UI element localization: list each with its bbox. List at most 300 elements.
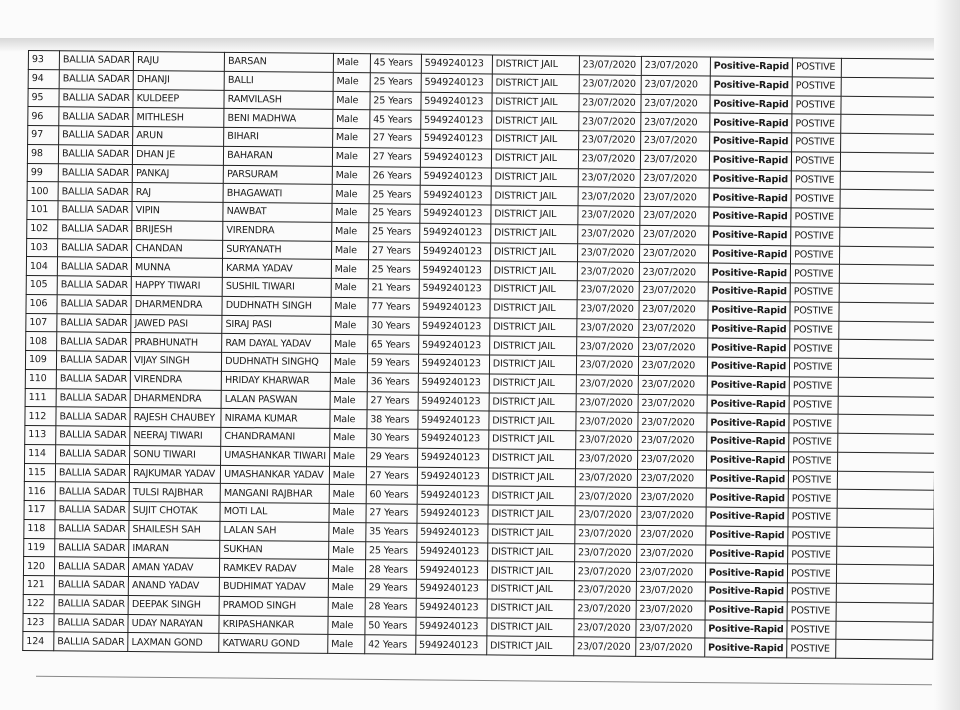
mobile-cell: 5949240123 — [417, 523, 488, 542]
gender-cell: Male — [328, 597, 365, 616]
empty-cell — [840, 208, 937, 228]
test-type-cell: Positive-Rapid — [710, 95, 793, 115]
father-name-cell: MANGANI RAJBHAR — [220, 484, 329, 504]
test-type-cell: Positive-Rapid — [705, 620, 788, 640]
serial-number-cell: 121 — [23, 575, 54, 594]
address-cell: DISTRICT JAIL — [487, 561, 574, 581]
age-cell: 25 Years — [370, 91, 421, 110]
age-cell: 29 Years — [366, 448, 417, 467]
age-cell: 38 Years — [367, 410, 418, 429]
address-cell: DISTRICT JAIL — [491, 167, 578, 187]
result-cell: POSTIVE — [789, 377, 838, 396]
test-type-cell: Positive-Rapid — [708, 226, 791, 246]
result-date-cell: 23/07/2020 — [638, 338, 707, 357]
age-cell: 65 Years — [367, 335, 418, 354]
result-date-cell: 23/07/2020 — [636, 581, 705, 600]
result-date-cell: 23/07/2020 — [638, 413, 707, 432]
test-type-cell: Positive-Rapid — [709, 132, 792, 152]
father-name-cell: LALAN SAH — [220, 521, 329, 541]
address-cell: DISTRICT JAIL — [492, 55, 579, 75]
age-cell: 45 Years — [370, 54, 421, 73]
sample-date-cell: 23/07/2020 — [576, 356, 638, 375]
gender-cell: Male — [328, 541, 365, 560]
age-cell: 45 Years — [370, 110, 421, 129]
age-cell: 35 Years — [366, 523, 417, 542]
name-cell: DHAN JE — [133, 145, 224, 165]
block-cell: BALLIA SADAR — [55, 520, 129, 539]
age-cell: 27 Years — [366, 504, 417, 523]
father-name-cell: SIRAJ PASI — [222, 315, 331, 335]
block-cell: BALLIA SADAR — [57, 313, 131, 332]
block-cell: BALLIA SADAR — [55, 482, 129, 501]
serial-number-cell: 110 — [25, 369, 56, 388]
result-date-cell: 23/07/2020 — [638, 356, 707, 375]
sample-date-cell: 23/07/2020 — [574, 543, 636, 562]
mobile-cell: 5949240123 — [420, 129, 491, 148]
name-cell: CHANDAN — [132, 239, 223, 259]
serial-number-cell: 97 — [28, 126, 59, 145]
sample-date-cell: 23/07/2020 — [576, 393, 638, 412]
sample-date-cell: 23/07/2020 — [575, 487, 637, 506]
result-cell: POSTIVE — [792, 77, 841, 96]
father-name-cell: NAWBAT — [223, 202, 332, 222]
mobile-cell: 5949240123 — [421, 92, 492, 111]
father-name-cell: BENI MADHWA — [224, 109, 333, 129]
test-type-cell: Positive-Rapid — [708, 263, 791, 283]
name-cell: HAPPY TIWARI — [131, 277, 222, 297]
empty-cell — [841, 133, 938, 153]
gender-cell: Male — [329, 447, 366, 466]
sample-date-cell: 23/07/2020 — [579, 93, 641, 112]
mobile-cell: 5949240123 — [418, 336, 489, 355]
test-type-cell: Positive-Rapid — [710, 76, 793, 96]
empty-cell — [838, 377, 935, 397]
sample-date-cell: 23/07/2020 — [574, 562, 636, 581]
gender-cell: Male — [329, 466, 366, 485]
gender-cell: Male — [331, 297, 368, 316]
mobile-cell: 5949240123 — [419, 242, 490, 261]
address-cell: DISTRICT JAIL — [488, 505, 575, 525]
name-cell: SONU TIWARI — [130, 445, 221, 465]
block-cell: BALLIA SADAR — [55, 538, 129, 557]
name-cell: RAJESH CHAUBEY — [130, 408, 221, 428]
serial-number-cell: 119 — [24, 538, 55, 557]
result-date-cell: 23/07/2020 — [639, 225, 708, 244]
father-name-cell: NIRAMA KUMAR — [221, 409, 330, 429]
serial-number-cell: 118 — [24, 519, 55, 538]
result-date-cell: 23/07/2020 — [637, 450, 706, 469]
test-type-cell: Positive-Rapid — [708, 320, 791, 340]
test-type-cell: Positive-Rapid — [709, 151, 792, 171]
empty-cell — [840, 227, 937, 247]
father-name-cell: SUKHAN — [220, 540, 329, 560]
father-name-cell: UMASHANKAR TIWARI — [221, 446, 330, 466]
mobile-cell: 5949240123 — [420, 186, 491, 205]
block-cell: BALLIA SADAR — [54, 576, 128, 595]
sample-date-cell: 23/07/2020 — [577, 281, 639, 300]
block-cell: BALLIA SADAR — [59, 70, 133, 89]
father-name-cell: BARSAN — [224, 52, 333, 72]
block-cell: BALLIA SADAR — [54, 557, 128, 576]
empty-cell — [838, 415, 935, 435]
father-name-cell: VIRENDRA — [223, 221, 332, 241]
serial-number-cell: 108 — [26, 332, 57, 351]
test-type-cell: Positive-Rapid — [709, 170, 792, 190]
age-cell: 30 Years — [366, 429, 417, 448]
result-date-cell: 23/07/2020 — [641, 75, 710, 94]
father-name-cell: CHANDRAMANI — [221, 427, 330, 447]
empty-cell — [839, 283, 936, 303]
name-cell: SUJIT CHOTAK — [129, 501, 220, 521]
empty-cell — [841, 77, 938, 97]
gender-cell: Male — [332, 128, 369, 147]
block-cell: BALLIA SADAR — [58, 145, 132, 164]
mobile-cell: 5949240123 — [420, 167, 491, 186]
empty-cell — [838, 452, 935, 472]
age-cell: 25 Years — [368, 223, 419, 242]
block-cell: BALLIA SADAR — [58, 238, 132, 257]
father-name-cell: BIHARI — [224, 127, 333, 147]
block-cell: BALLIA SADAR — [56, 445, 130, 464]
serial-number-cell: 117 — [24, 500, 55, 519]
address-cell: DISTRICT JAIL — [491, 186, 578, 206]
father-name-cell: PRAMOD SINGH — [219, 596, 328, 616]
address-cell: DISTRICT JAIL — [490, 317, 577, 337]
block-cell: BALLIA SADAR — [56, 407, 130, 426]
result-cell: POSTIVE — [788, 470, 837, 489]
result-date-cell: 23/07/2020 — [639, 319, 708, 338]
gender-cell: Male — [330, 335, 367, 354]
empty-cell — [840, 246, 937, 266]
empty-cell — [837, 565, 934, 585]
mobile-cell: 5949240123 — [419, 279, 490, 298]
serial-number-cell: 124 — [23, 632, 54, 651]
gender-cell: Male — [329, 428, 366, 447]
age-cell: 25 Years — [369, 204, 420, 223]
test-type-cell: Positive-Rapid — [710, 57, 793, 77]
serial-number-cell: 109 — [25, 350, 56, 369]
result-date-cell: 23/07/2020 — [637, 525, 706, 544]
test-type-cell: Positive-Rapid — [706, 507, 789, 527]
age-cell: 26 Years — [369, 166, 420, 185]
serial-number-cell: 116 — [24, 482, 55, 501]
mobile-cell: 5949240123 — [416, 561, 487, 580]
age-cell: 29 Years — [365, 579, 416, 598]
mobile-cell: 5949240123 — [421, 54, 492, 73]
test-type-cell: Positive-Rapid — [704, 638, 787, 658]
name-cell: SHAILESH SAH — [129, 520, 220, 540]
serial-number-cell: 93 — [28, 51, 59, 70]
serial-number-cell: 105 — [26, 275, 57, 294]
empty-cell — [837, 490, 934, 510]
serial-number-cell: 120 — [23, 557, 54, 576]
age-cell: 27 Years — [367, 391, 418, 410]
sample-date-cell: 23/07/2020 — [578, 168, 640, 187]
name-cell: MUNNA — [131, 258, 222, 278]
patient-table-body — [23, 51, 939, 660]
sample-date-cell: 23/07/2020 — [576, 412, 638, 431]
father-name-cell: KATWARU GOND — [219, 634, 328, 654]
address-cell: DISTRICT JAIL — [490, 224, 577, 244]
name-cell: DHARMENDRA — [130, 389, 221, 409]
mobile-cell: 5949240123 — [416, 542, 487, 561]
patient-table — [22, 50, 939, 660]
table-wrapper — [22, 50, 939, 660]
result-cell: POSTIVE — [790, 283, 839, 302]
block-cell: BALLIA SADAR — [59, 126, 133, 145]
father-name-cell: DUDHNATH SINGH — [222, 296, 331, 316]
address-cell: DISTRICT JAIL — [486, 636, 573, 656]
empty-cell — [837, 508, 934, 528]
name-cell: PRABHUNATH — [131, 333, 222, 353]
age-cell: 50 Years — [365, 616, 416, 635]
test-type-cell: Positive-Rapid — [707, 376, 790, 396]
serial-number-cell: 122 — [23, 594, 54, 613]
result-date-cell: 23/07/2020 — [640, 188, 709, 207]
result-cell: POSTIVE — [792, 133, 841, 152]
name-cell: DHARMENDRA — [131, 295, 222, 315]
result-cell: POSTIVE — [789, 395, 838, 414]
age-cell: 27 Years — [369, 129, 420, 148]
block-cell: BALLIA SADAR — [56, 426, 130, 445]
father-name-cell: BUDHIMAT YADAV — [219, 577, 328, 597]
address-cell: DISTRICT JAIL — [489, 392, 576, 412]
empty-cell — [839, 265, 936, 285]
father-name-cell: BAHARAN — [224, 146, 333, 166]
gender-cell: Male — [330, 372, 367, 391]
mobile-cell: 5949240123 — [419, 298, 490, 317]
address-cell: DISTRICT JAIL — [492, 74, 579, 94]
block-cell: BALLIA SADAR — [57, 295, 131, 314]
result-cell: POSTIVE — [792, 95, 841, 114]
father-name-cell: UMASHANKAR YADAV — [221, 465, 330, 485]
result-date-cell: 23/07/2020 — [637, 431, 706, 450]
empty-cell — [839, 340, 936, 360]
sample-date-cell: 23/07/2020 — [579, 112, 641, 131]
empty-cell — [838, 396, 935, 416]
gender-cell: Male — [332, 185, 369, 204]
sample-date-cell: 23/07/2020 — [579, 56, 641, 75]
serial-number-cell: 103 — [27, 238, 58, 257]
empty-cell — [837, 527, 934, 547]
name-cell: VIJAY SINGH — [131, 352, 222, 372]
result-cell: POSTIVE — [787, 620, 836, 639]
test-type-cell: Positive-Rapid — [707, 338, 790, 358]
name-cell: ANAND YADAV — [128, 576, 219, 596]
block-cell: BALLIA SADAR — [58, 220, 132, 239]
block-cell: BALLIA SADAR — [59, 51, 133, 70]
result-date-cell: 23/07/2020 — [639, 263, 708, 282]
test-type-cell: Positive-Rapid — [705, 601, 788, 621]
block-cell: BALLIA SADAR — [59, 107, 133, 126]
test-type-cell: Positive-Rapid — [707, 395, 790, 415]
gender-cell: Male — [330, 391, 367, 410]
age-cell: 27 Years — [369, 148, 420, 167]
mobile-cell: 5949240123 — [421, 111, 492, 130]
result-date-cell: 23/07/2020 — [636, 619, 705, 638]
name-cell: AMAN YADAV — [129, 558, 220, 578]
sample-date-cell: 23/07/2020 — [575, 450, 637, 469]
result-cell: POSTIVE — [788, 527, 837, 546]
mobile-cell: 5949240123 — [420, 148, 491, 167]
block-cell: BALLIA SADAR — [58, 163, 132, 182]
mobile-cell: 5949240123 — [417, 467, 488, 486]
empty-cell — [836, 621, 933, 641]
address-cell: DISTRICT JAIL — [492, 111, 579, 131]
address-cell: DISTRICT JAIL — [490, 242, 577, 262]
sample-date-cell: 23/07/2020 — [575, 431, 637, 450]
name-cell: RAJKUMAR YADAV — [130, 464, 221, 484]
gender-cell: Male — [331, 278, 368, 297]
sample-date-cell: 23/07/2020 — [575, 525, 637, 544]
result-date-cell: 23/07/2020 — [636, 600, 705, 619]
address-cell: DISTRICT JAIL — [487, 599, 574, 619]
sample-date-cell: 23/07/2020 — [578, 206, 640, 225]
gender-cell: Male — [331, 222, 368, 241]
age-cell: 25 Years — [370, 73, 421, 92]
result-date-cell: 23/07/2020 — [636, 563, 705, 582]
address-cell: DISTRICT JAIL — [491, 149, 578, 169]
name-cell: IMARAN — [129, 539, 220, 559]
test-type-cell: Positive-Rapid — [705, 582, 788, 602]
serial-number-cell: 96 — [28, 107, 59, 126]
mobile-cell: 5949240123 — [418, 373, 489, 392]
result-cell: POSTIVE — [790, 320, 839, 339]
block-cell: BALLIA SADAR — [58, 182, 132, 201]
father-name-cell: BALLI — [224, 71, 333, 91]
serial-number-cell: 100 — [27, 182, 58, 201]
test-type-cell: Positive-Rapid — [706, 470, 789, 490]
gender-cell: Male — [331, 241, 368, 260]
father-name-cell: PARSURAM — [223, 165, 332, 185]
serial-number-cell: 112 — [25, 407, 56, 426]
mobile-cell: 5949240123 — [417, 486, 488, 505]
address-cell: DISTRICT JAIL — [487, 580, 574, 600]
sample-date-cell: 23/07/2020 — [578, 150, 640, 169]
empty-cell — [836, 602, 933, 622]
test-type-cell: Positive-Rapid — [706, 488, 789, 508]
result-cell: POSTIVE — [789, 414, 838, 433]
address-cell: DISTRICT JAIL — [488, 449, 575, 469]
result-cell: POSTIVE — [791, 245, 840, 264]
result-date-cell: 23/07/2020 — [637, 506, 706, 525]
result-date-cell: 23/07/2020 — [640, 169, 709, 188]
sample-date-cell: 23/07/2020 — [576, 337, 638, 356]
name-cell: VIPIN — [132, 202, 223, 222]
block-cell: BALLIA SADAR — [59, 88, 133, 107]
result-date-cell: 23/07/2020 — [641, 94, 710, 113]
result-cell: POSTIVE — [792, 114, 841, 133]
address-cell: DISTRICT JAIL — [488, 467, 575, 487]
father-name-cell: RAMVILASH — [224, 90, 333, 110]
gender-cell: Male — [332, 166, 369, 185]
mobile-cell: 5949240123 — [419, 261, 490, 280]
age-cell: 25 Years — [368, 260, 419, 279]
mobile-cell: 5949240123 — [417, 504, 488, 523]
serial-number-cell: 113 — [25, 425, 56, 444]
name-cell: PANKAJ — [132, 164, 223, 184]
block-cell: BALLIA SADAR — [57, 257, 131, 276]
test-type-cell: Positive-Rapid — [706, 432, 789, 452]
result-date-cell: 23/07/2020 — [637, 469, 706, 488]
gender-cell: Male — [329, 503, 366, 522]
name-cell: LAXMAN GOND — [128, 633, 219, 653]
sample-date-cell: 23/07/2020 — [575, 506, 637, 525]
result-cell: POSTIVE — [790, 302, 839, 321]
gender-cell: Male — [329, 485, 366, 504]
test-type-cell: Positive-Rapid — [708, 245, 791, 265]
result-cell: POSTIVE — [788, 508, 837, 527]
block-cell: BALLIA SADAR — [57, 332, 131, 351]
father-name-cell: DUDHNATH SINGHQ — [222, 352, 331, 372]
mobile-cell: 5949240123 — [415, 635, 486, 654]
serial-number-cell: 102 — [27, 219, 58, 238]
address-cell: DISTRICT JAIL — [489, 355, 576, 375]
age-cell: 27 Years — [368, 241, 419, 260]
mobile-cell: 5949240123 — [418, 354, 489, 373]
name-cell: DHANJI — [133, 70, 224, 90]
result-date-cell: 23/07/2020 — [638, 375, 707, 394]
name-cell: BRIJESH — [132, 220, 223, 240]
sample-date-cell: 23/07/2020 — [577, 262, 639, 281]
result-date-cell: 23/07/2020 — [640, 150, 709, 169]
sample-date-cell: 23/07/2020 — [577, 318, 639, 337]
test-type-cell: Positive-Rapid — [706, 451, 789, 471]
mobile-cell: 5949240123 — [416, 617, 487, 636]
block-cell: BALLIA SADAR — [56, 351, 130, 370]
test-type-cell: Positive-Rapid — [707, 357, 790, 377]
test-type-cell: Positive-Rapid — [708, 301, 791, 321]
result-date-cell: 23/07/2020 — [641, 56, 710, 75]
address-cell: DISTRICT JAIL — [487, 542, 574, 562]
age-cell: 21 Years — [368, 279, 419, 298]
father-name-cell: LALAN PASWAN — [221, 390, 330, 410]
age-cell: 25 Years — [365, 541, 416, 560]
gender-cell: Male — [333, 91, 370, 110]
address-cell: DISTRICT JAIL — [490, 280, 577, 300]
result-cell: POSTIVE — [791, 152, 840, 171]
test-type-cell: Positive-Rapid — [707, 413, 790, 433]
result-cell: POSTIVE — [789, 452, 838, 471]
empty-cell — [840, 152, 937, 172]
name-cell: UDAY NARAYAN — [128, 614, 219, 634]
test-type-cell: Positive-Rapid — [705, 563, 788, 583]
address-cell: DISTRICT JAIL — [488, 430, 575, 450]
name-cell: RAJ — [132, 183, 223, 203]
gender-cell: Male — [331, 260, 368, 279]
father-name-cell: SURYANATH — [223, 240, 332, 260]
empty-cell — [839, 358, 936, 378]
block-cell: BALLIA SADAR — [56, 370, 130, 389]
empty-cell — [837, 471, 934, 491]
gender-cell: Male — [330, 353, 367, 372]
age-cell: 36 Years — [367, 373, 418, 392]
result-date-cell: 23/07/2020 — [639, 300, 708, 319]
result-cell: POSTIVE — [791, 170, 840, 189]
father-name-cell: KARMA YADAV — [222, 259, 331, 279]
mobile-cell: 5949240123 — [421, 73, 492, 92]
serial-number-cell: 94 — [28, 69, 59, 88]
name-cell: KULDEEP — [133, 89, 224, 109]
mobile-cell: 5949240123 — [418, 411, 489, 430]
block-cell: BALLIA SADAR — [54, 595, 128, 614]
empty-cell — [840, 190, 937, 210]
father-name-cell: KRIPASHANKAR — [219, 615, 328, 635]
name-cell: NEERAJ TIWARI — [130, 426, 221, 446]
name-cell: TULSI RAJBHAR — [129, 483, 220, 503]
empty-cell — [839, 302, 936, 322]
age-cell: 25 Years — [369, 185, 420, 204]
